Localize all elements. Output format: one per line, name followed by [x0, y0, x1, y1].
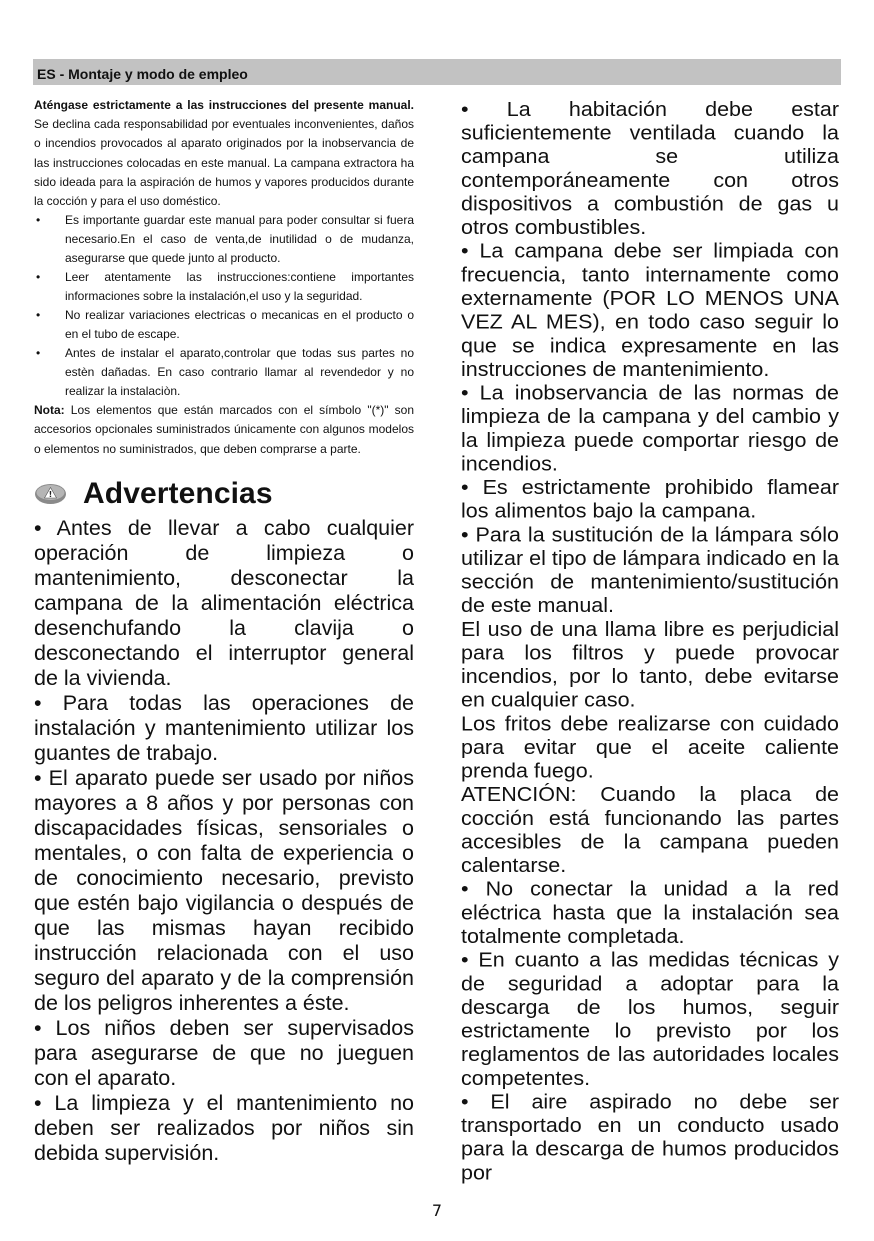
list-item — [34, 211, 414, 268]
page-number: 7 — [431, 1201, 443, 1220]
warning-paragraph: • No conectar la unidad a la red eléctrica hasta que la instalación sea totalmente completada. — [461, 877, 839, 948]
warning-paragraph: • Los niños deben ser supervisados para asegurarse de que no jueguen con el aparato. — [34, 1015, 414, 1090]
bullet-glyph: • — [36, 308, 41, 323]
intro-text: Se declina cada responsabilidad por eventuales inconvenientes, daños o incendios provocados al aparato originados por la inobservancia de las instrucciones colocadas en este manual. La campana extractora ha sido ideada para la aspiración de humos y vapores producidos durante la cocción y para el uso doméstico. — [34, 117, 414, 209]
warning-paragraph: • Antes de llevar a cabo cualquier operación de limpieza o mantenimiento, desconectar la campana de la alimentación eléctrica desenchufando la clavija o desconectando el interruptor general de la vivienda. — [34, 515, 414, 690]
intro-section — [34, 96, 414, 459]
warning-paragraph: • La inobservancia de las normas de limpieza de la campana y del cambio y la limpieza puede comportar riesgo de incendios. — [461, 381, 839, 476]
section-header-bar — [33, 59, 841, 85]
warning-paragraph: ATENCIÓN: Cuando la placa de cocción está funcionando las partes accesibles de la campana pueden calentarse. — [461, 783, 839, 877]
warning-paragraph: • El aire aspirado no debe ser transportado en un conducto usado para la descarga de humos producidos por — [461, 1090, 839, 1185]
note-paragraph — [34, 401, 414, 459]
intro-lead-bold: Aténgase estrictamente a las instrucciones del presente manual. — [34, 98, 414, 112]
warning-paragraph: • El aparato puede ser usado por niños mayores a 8 años y por personas con discapacidades físicas, sensoriales o mentales, o con falta de experiencia o de conocimiento necesario, previsto que estén bajo vigilancia o después de que las mismas hayan recibido instrucción relacionada con el uso seguro del aparato y de la comprensión de los peligros inherentes a éste. — [34, 765, 414, 1015]
list-item — [34, 306, 414, 344]
list-item-text: Antes de instalar el aparato,controlar que todas sus partes no estèn dañadas. En caso contrario llamar al revendedor y no realizar la instalaciòn. — [65, 346, 414, 399]
warning-paragraph: • Es estrictamente prohibido flamear los alimentos bajo la campana. — [461, 476, 839, 523]
warning-paragraph: • Para todas las operaciones de instalación y mantenimiento utilizar los guantes de trabajo. — [34, 690, 414, 765]
intro-list — [34, 211, 414, 401]
warning-paragraph: • La habitación debe estar suficientemente ventilada cuando la campana se utiliza contemporáneamente con otros dispositivos a combustión de gas u otros combustibles. — [461, 98, 839, 239]
list-item-text: Es importante guardar este manual para poder consultar si fuera necesario.En el caso de venta,de inutilidad o de mudanza, asegurarse que quede junto al producto. — [65, 213, 414, 266]
warnings-left-text — [34, 516, 414, 1166]
list-item-text: Leer atentamente las instrucciones:contiene importantes informaciones sobre la instalación,el uso y la seguridad. — [65, 270, 414, 304]
section-header-title: ES - Montaje y modo de empleo — [37, 66, 248, 82]
warning-paragraph: Los fritos debe realizarse con cuidado para evitar que el aceite caliente prenda fuego. — [461, 712, 839, 783]
warning-icon — [34, 483, 67, 505]
bullet-glyph: • — [36, 270, 41, 285]
warning-paragraph: • Para la sustitución de la lámpara sólo utilizar el tipo de lámpara indicado en la sección de mantenimiento/sustitución de este manual. — [461, 523, 839, 617]
warning-paragraph: • En cuanto a las medidas técnicas y de seguridad a adoptar para la descarga de los humos, seguir estrictamente lo previsto por los reglamentos de las autoridades locales competentes. — [461, 948, 839, 1090]
intro-paragraph — [34, 96, 414, 211]
warnings-heading — [34, 476, 414, 512]
warning-paragraph: • La campana debe ser limpiada con frecuencia, tanto internamente como externamente (POR LO MENOS UNA VEZ AL MES), en todo caso seguir lo que se indica expresamente en las instrucciones de mantenimiento. — [461, 239, 839, 381]
list-item-text: No realizar variaciones electricas o mecanicas en el producto o en el tubo de escape. — [65, 308, 414, 342]
right-column — [461, 98, 839, 1185]
warning-paragraph: • La limpieza y el mantenimiento no deben ser realizados por niños sin debida supervisión. — [34, 1090, 414, 1165]
warnings-title: Advertencias — [83, 476, 273, 510]
bullet-glyph: • — [36, 213, 41, 228]
note-label: Nota: — [34, 403, 65, 418]
warning-icon-glyph: ! — [48, 490, 53, 500]
list-item — [34, 268, 414, 306]
note-text: Los elementos que están marcados con el símbolo "(*)" son accesorios opcionales suministrados únicamente con algunos modelos o elementos no suministrados, que deben comprarse a parte. — [34, 403, 414, 456]
warning-paragraph: El uso de una llama libre es perjudicial para los filtros y puede provocar incendios, por lo tanto, debe evitarse en cualquier caso. — [461, 617, 839, 712]
list-item — [34, 344, 414, 401]
left-column — [34, 96, 414, 1166]
bullet-glyph: • — [36, 346, 41, 361]
